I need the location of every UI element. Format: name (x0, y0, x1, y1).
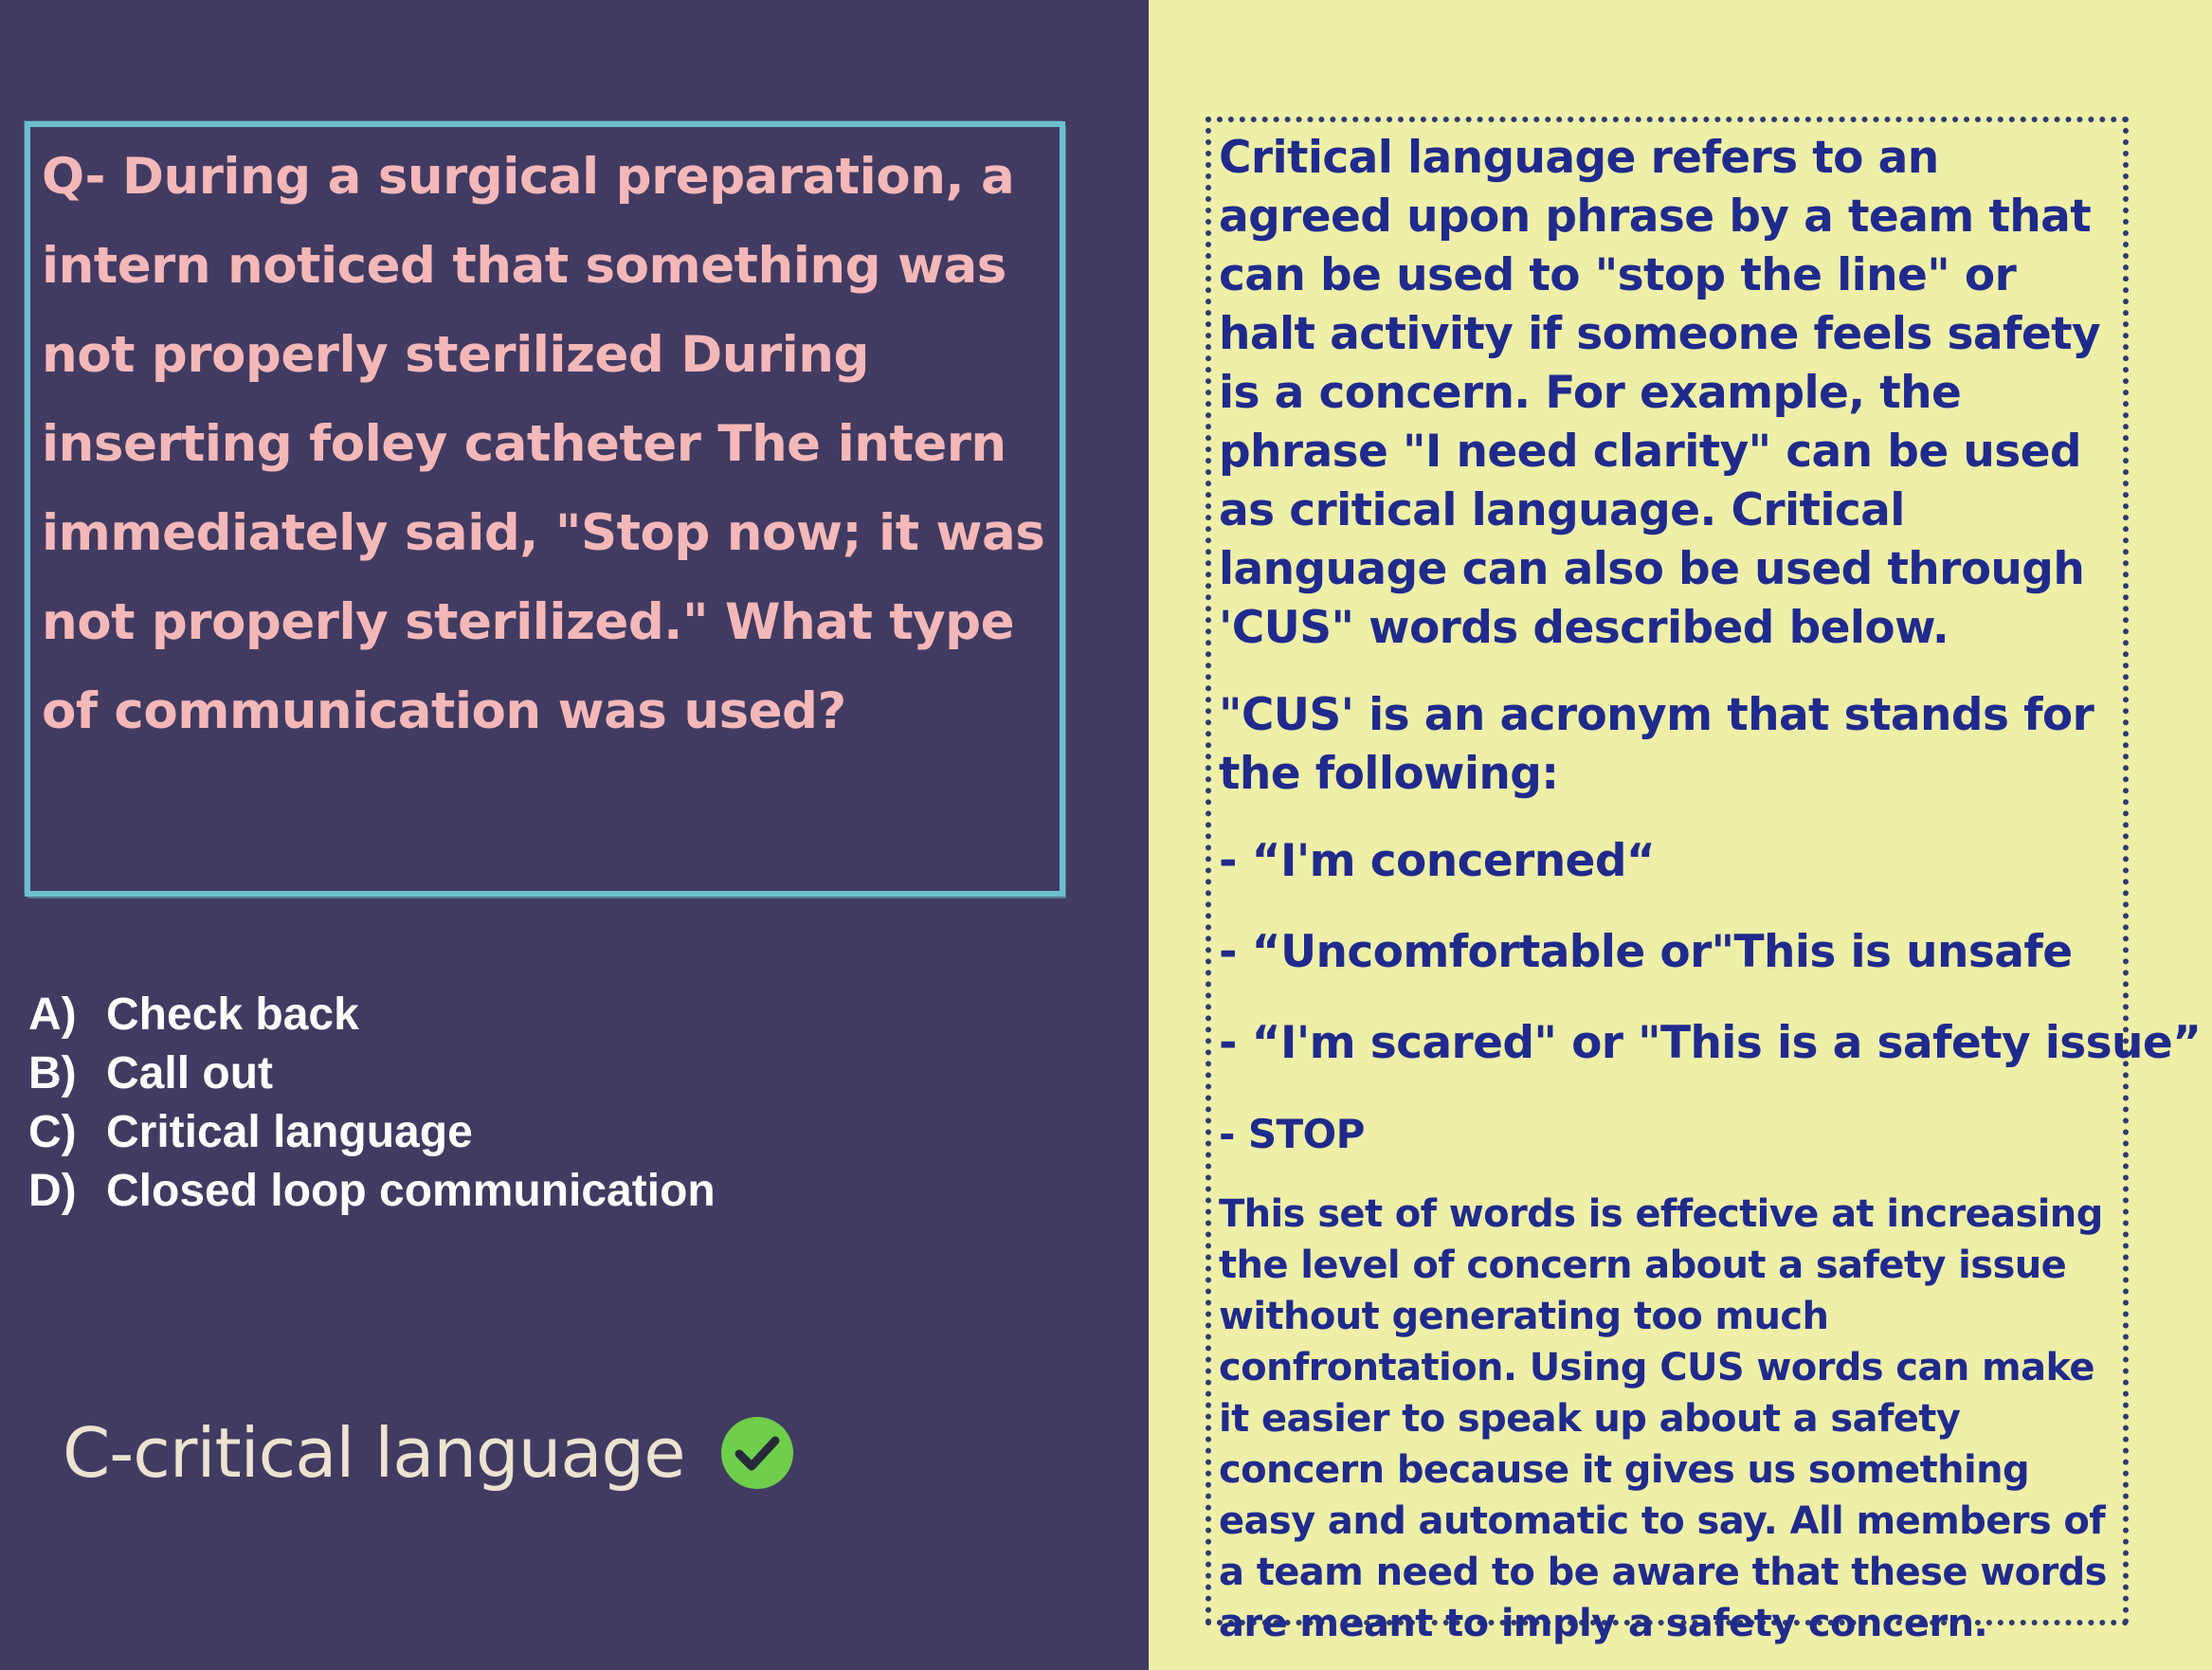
answer-options (28, 986, 716, 1221)
option-a[interactable] (28, 986, 716, 1044)
explanation-content (1219, 129, 2202, 1649)
cus-bullet-concerned: - “I'm concerned“ (1219, 835, 1656, 887)
explanation-closing: This set of words is effective at increasing the level of concern about a safety issue without generating too much confrontation. Using CUS words can make it easier to speak up about a safety concern because it gives us something easy and automatic to say. All members of a team need to be aware that these words are meant to imply a safety concern. (1219, 1192, 2107, 1645)
option-letter: B) (28, 1048, 77, 1098)
option-c[interactable] (28, 1103, 716, 1162)
check-circle-icon (721, 1417, 793, 1489)
option-label: Call out (106, 1048, 273, 1098)
option-letter: C) (28, 1107, 77, 1157)
option-label: Closed loop communication (106, 1166, 716, 1216)
check-circle-bg (721, 1417, 793, 1489)
cus-bullet-scared: - “I'm scared" or "This is a safety issue” (1219, 1017, 2202, 1069)
option-label: Check back (106, 989, 359, 1040)
explanation-intro: Critical language refers to an agreed upon phrase by a team that can be used to "stop the line" or halt activity if someone feels safety is a concern. For example, the phrase "I need clarity" can be used as critical language. Critical language can also be used through 'CUS" words described below. (1219, 132, 2101, 654)
option-letter: A) (28, 989, 77, 1040)
option-d[interactable] (28, 1162, 716, 1221)
question-text: Q- During a surgical preparation, a intern noticed that something was not properly sterilized During inserting foley catheter The intern immediately said, "Stop now; it was not properly sterilized." What type of communication was used? (42, 148, 1045, 740)
correct-answer (63, 1410, 793, 1496)
option-letter: D) (28, 1166, 77, 1216)
cus-bullet-stop: - STOP (1219, 1111, 1365, 1157)
option-label: Critical language (106, 1107, 473, 1157)
cus-bullet-uncomfortable: - “Uncomfortable or"This is unsafe (1219, 926, 2073, 978)
answer-text: C-critical language (63, 1413, 685, 1493)
option-b[interactable] (28, 1044, 716, 1103)
cus-intro: "CUS' is an acronym that stands for the following: (1219, 689, 2094, 800)
